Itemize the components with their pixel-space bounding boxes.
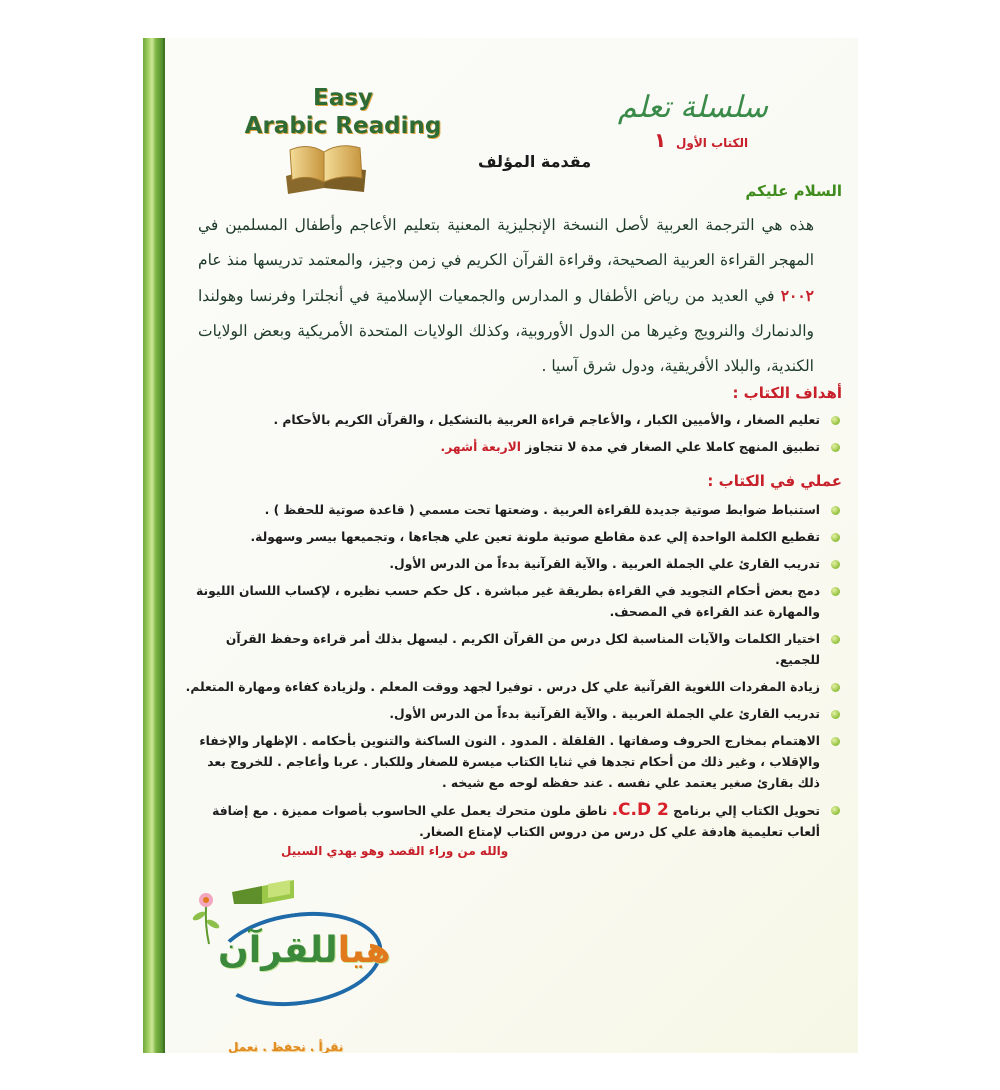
list-item-text: الاهتمام بمخارج الحروف وصفاتها . القلقلة . المدود . النون الساكنة والتنوين بأحكامه . الإظهار والإخفاء والإقلاب ، وغير ذلك من أحكام تجدها في ثنايا الكتاب ميسرة للصغار وللكبار . عربا وأعاجم . للخروج بعد ذلك بقارئ صغير يعتمد علي نفسه . عند حفظه لوحه مع شيخه . xyxy=(199,734,820,790)
list-item-text: تدريب القارئ علي الجملة العربية . والآية القرآنية بدءاً من الدرس الأول. xyxy=(389,557,820,571)
list-item xyxy=(183,800,842,843)
series-logo xyxy=(617,90,768,160)
list-item xyxy=(183,527,842,548)
list-item-text: تعليم الصغار ، والأميين الكبار ، والأعاجم قراءة العربية بالتشكيل ، والقرآن الكريم بالأحكام . xyxy=(273,413,820,427)
bullet-icon xyxy=(831,533,840,542)
bullet-icon xyxy=(831,737,840,746)
intro-text-1: هذه هي الترجمة العربية لأصل النسخة الإنجليزية المعنية بتعليم الأعاجم وأطفال المسلمين في المهجر القراءة العربية الصحيحة، وقراءة القرآن الكريم في زمن وجيز، والمعتمد تدريسها منذ عام xyxy=(198,216,814,269)
list-item-text: ناطق ملون متحرك يعمل علي الحاسوب بأصوات مميزة . مع إضافة ألعاب تعليمية هادفة علي كل درس من دروس الكتاب لإمتاع الصغار. xyxy=(212,804,820,839)
list-item-text: تحويل الكتاب إلي برنامج xyxy=(668,804,820,818)
logo-text xyxy=(218,930,391,971)
greeting: السلام عليكم xyxy=(745,182,842,200)
document-page xyxy=(143,38,858,1053)
bullet-icon xyxy=(831,443,840,452)
list-item xyxy=(183,581,842,623)
bullet-icon xyxy=(831,806,840,815)
brand-line-2: Arabic Reading xyxy=(244,113,442,139)
series-subtitle: الكتاب الأول xyxy=(676,136,749,150)
bullet-icon xyxy=(831,506,840,515)
intro-paragraph xyxy=(198,208,842,384)
bullet-icon xyxy=(831,416,840,425)
logo-text-green: للقرآن xyxy=(218,930,338,971)
intro-year: ٢٠٠٢ xyxy=(780,286,814,305)
flower-icon xyxy=(191,886,221,946)
list-item-text: دمج بعض أحكام التجويد في القراءة بطريقة غير مباشرة . كل حكم حسب نظيره ، لإكساب اللسان الليونة والمهارة عند القراءة في المصحف. xyxy=(196,584,820,619)
work-list xyxy=(183,500,842,849)
bullet-icon xyxy=(831,635,840,644)
bullet-icon xyxy=(831,587,840,596)
list-item xyxy=(183,554,842,575)
list-item-text: تدريب القارئ علي الجملة العربية . والآية القرآنية بدءاً من الدرس الأول. xyxy=(389,707,820,721)
bullet-icon xyxy=(831,710,840,719)
list-item-text: اختيار الكلمات والآيات المناسبة لكل درس من القرآن الكريم . ليسهل بذلك أمر قراءة وحفظ القرآن للجميع. xyxy=(225,632,820,667)
bullet-icon xyxy=(831,560,840,569)
tagline: نقرأ . نحفظ . نعمل xyxy=(228,1040,344,1053)
highlight-text: الاربعة أشهر. xyxy=(440,440,522,454)
list-item-text: تقطيع الكلمة الواحدة إلي عدة مقاطع صوتية ملونة تعين علي هجاءها ، وتجميعها بيسر وسهولة. xyxy=(250,530,820,544)
logo-text-orange: هيا xyxy=(337,930,391,971)
intro-title: مقدمة المؤلف xyxy=(478,152,592,171)
footer-logo xyxy=(183,868,443,1053)
decorative-border xyxy=(143,38,163,1053)
list-item-text: استنباط ضوابط صوتية جديدة للقراءة العربية . وضعتها تحت مسمي ( قاعدة صوتية للحفظ ) . xyxy=(264,503,820,517)
goals-list xyxy=(183,410,842,464)
series-title: سلسلة تعلم xyxy=(617,90,768,125)
list-item-text: زيادة المفردات اللغوية القرآنية علي كل درس . توفيرا لجهد ووقت المعلم . ولزيادة كفاءة ومهارة المتعلم. xyxy=(185,680,820,694)
work-heading: عملي في الكتاب : xyxy=(707,472,842,490)
list-item xyxy=(183,410,842,431)
list-item xyxy=(183,629,842,671)
goals-heading: أهداف الكتاب : xyxy=(732,384,842,402)
brand-title xyxy=(233,84,453,140)
cd-label: 2 C.D. xyxy=(611,800,669,820)
list-item xyxy=(183,437,842,458)
list-item-text: تطبيق المنهج كاملا علي الصغار في مدة لا تتجاوز xyxy=(521,440,820,454)
bullet-icon xyxy=(831,683,840,692)
quran-book-icon xyxy=(228,876,298,906)
list-item xyxy=(183,704,842,725)
open-book-icon xyxy=(278,136,373,196)
intro-text-2: في العديد من رياض الأطفال و المدارس والجمعيات الإسلامية في أنجلترا وفرنسا وهولندا والدنمارك والنرويج وغيرها من الدول الأوروبية، وكذلك الولايات المتحدة الأمريكية وبعض الولايات الكندية، والبلاد الأفريقية، ودول شرق آسيا . xyxy=(198,287,814,375)
closing-line: والله من وراء القصد وهو يهدي السبيل xyxy=(281,844,509,858)
list-item xyxy=(183,677,842,698)
brand-line-1: Easy xyxy=(313,85,373,111)
list-item xyxy=(183,731,842,794)
list-item xyxy=(183,500,842,521)
series-number: ١ xyxy=(654,128,667,152)
